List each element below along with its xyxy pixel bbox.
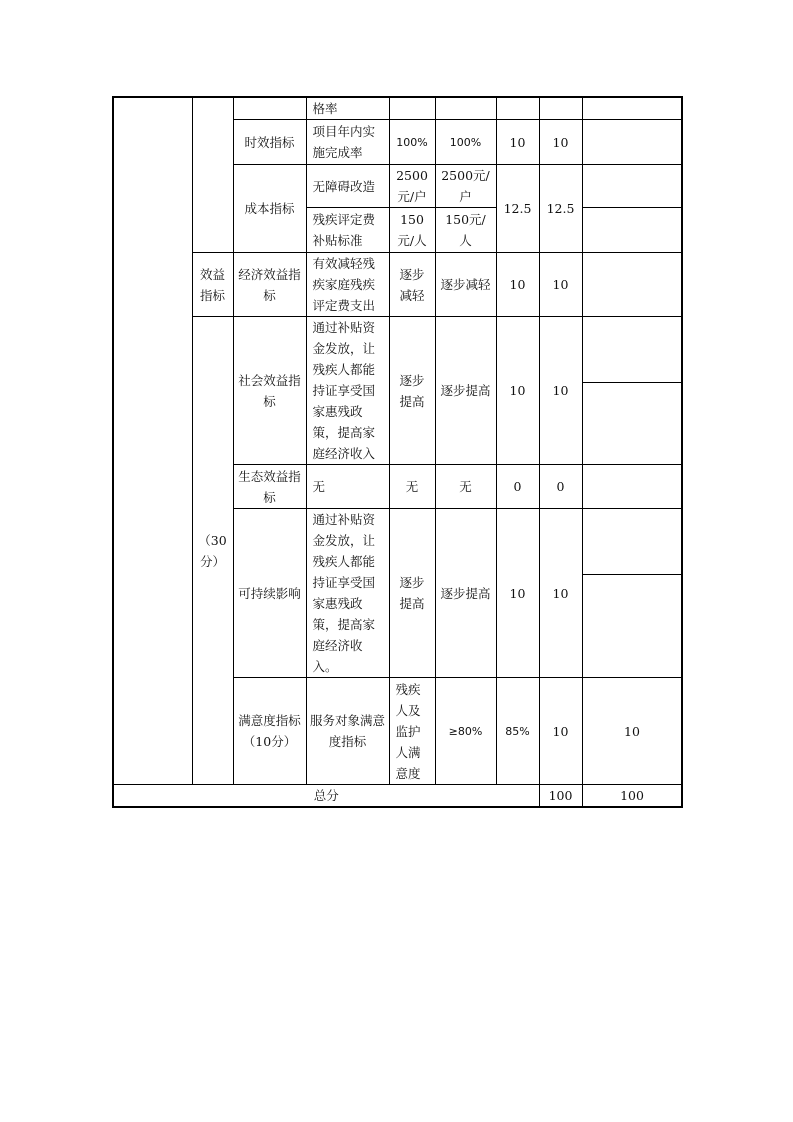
actual-cell: 85% bbox=[496, 678, 539, 785]
level3-cell: 可持续影响 bbox=[233, 509, 306, 678]
score-cell: 10 bbox=[539, 317, 582, 465]
weight-cell: 12.5 bbox=[496, 165, 539, 253]
indicator-cell: 残疾人及监护人满意度 bbox=[389, 678, 435, 785]
target-cell: 无 bbox=[389, 465, 435, 509]
level3-cell bbox=[233, 97, 306, 120]
total-row bbox=[113, 785, 682, 808]
table-row bbox=[113, 97, 682, 120]
total-score: 100 bbox=[582, 785, 682, 808]
weight-cell bbox=[496, 97, 539, 120]
indicator-cell: 有效减轻残疾家庭残疾评定费支出 bbox=[306, 253, 389, 317]
remark-cell bbox=[582, 253, 682, 317]
score-cell: 0 bbox=[539, 465, 582, 509]
table-row bbox=[113, 317, 682, 383]
actual-cell: 逐步提高 bbox=[435, 317, 496, 465]
level3-cell: 社会效益指标 bbox=[233, 317, 306, 465]
actual-cell: 100% bbox=[435, 120, 496, 165]
level2-cell: （30分） bbox=[192, 317, 233, 785]
actual-cell bbox=[435, 97, 496, 120]
score-cell bbox=[539, 97, 582, 120]
indicator-cell: 格率 bbox=[306, 97, 389, 120]
weight-cell: 10 bbox=[496, 509, 539, 678]
level3-cell: 生态效益指标 bbox=[233, 465, 306, 509]
level3-cell: 成本指标 bbox=[233, 165, 306, 253]
target-cell: 150元/人 bbox=[389, 208, 435, 253]
score-cell: 10 bbox=[539, 509, 582, 678]
remark-cell bbox=[582, 165, 682, 208]
remark-cell bbox=[582, 575, 682, 678]
performance-evaluation-table bbox=[112, 96, 683, 808]
actual-cell: 逐步提高 bbox=[435, 509, 496, 678]
remark-cell bbox=[582, 465, 682, 509]
level3-cell: 时效指标 bbox=[233, 120, 306, 165]
score-cell: 10 bbox=[582, 678, 682, 785]
weight-cell: 10 bbox=[496, 253, 539, 317]
indicator-cell: 无障碍改造 bbox=[306, 165, 389, 208]
score-cell: 10 bbox=[539, 120, 582, 165]
actual-cell: 无 bbox=[435, 465, 496, 509]
indicator-cell: 通过补贴资金发放，让残疾人都能持证享受国家惠残政策，提高家庭经济收入。 bbox=[306, 509, 389, 678]
target-cell: 100% bbox=[389, 120, 435, 165]
remark-cell bbox=[582, 509, 682, 575]
target-cell: ≥80% bbox=[435, 678, 496, 785]
remark-cell bbox=[582, 208, 682, 253]
total-label: 总分 bbox=[113, 785, 539, 808]
total-weight: 100 bbox=[539, 785, 582, 808]
actual-cell: 逐步减轻 bbox=[435, 253, 496, 317]
weight-cell: 10 bbox=[496, 317, 539, 465]
target-cell: 逐步减轻 bbox=[389, 253, 435, 317]
score-cell: 10 bbox=[539, 253, 582, 317]
weight-cell: 0 bbox=[496, 465, 539, 509]
indicator-cell: 残疾评定费补贴标准 bbox=[306, 208, 389, 253]
level3-cell: 服务对象满意度指标 bbox=[306, 678, 389, 785]
target-cell: 逐步提高 bbox=[389, 317, 435, 465]
table-row bbox=[113, 253, 682, 317]
remark-cell bbox=[582, 383, 682, 465]
indicator-cell: 项目年内实施完成率 bbox=[306, 120, 389, 165]
target-cell: 2500元/户 bbox=[389, 165, 435, 208]
target-cell: 逐步提高 bbox=[389, 509, 435, 678]
target-cell bbox=[389, 97, 435, 120]
level2-cell: 满意度指标（10分） bbox=[233, 678, 306, 785]
actual-cell: 150元/人 bbox=[435, 208, 496, 253]
level1-cell bbox=[113, 97, 192, 785]
indicator-cell: 无 bbox=[306, 465, 389, 509]
level2-cell: 效益指标 bbox=[192, 253, 233, 317]
level3-cell: 经济效益指标 bbox=[233, 253, 306, 317]
weight-cell: 10 bbox=[539, 678, 582, 785]
remark-cell bbox=[582, 317, 682, 383]
remark-cell bbox=[582, 120, 682, 165]
remark-cell bbox=[582, 97, 682, 120]
score-cell: 12.5 bbox=[539, 165, 582, 253]
level2-cell bbox=[192, 97, 233, 253]
actual-cell: 2500元/户 bbox=[435, 165, 496, 208]
weight-cell: 10 bbox=[496, 120, 539, 165]
indicator-cell: 通过补贴资金发放，让残疾人都能持证享受国家惠残政策，提高家庭经济收入 bbox=[306, 317, 389, 465]
